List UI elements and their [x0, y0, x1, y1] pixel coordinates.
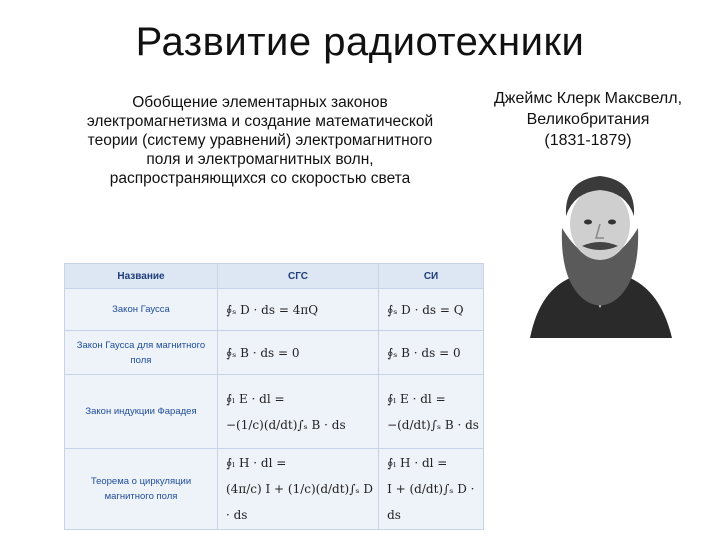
formula-si	[379, 331, 484, 375]
formula-line: ∮ₛ D · ds = Q	[387, 302, 464, 317]
table-row	[65, 289, 484, 331]
formula-cgs	[218, 289, 379, 331]
formula-line: −(d/dt)∫ₛ B · ds	[387, 417, 479, 432]
formula-line: ∮ₗ H · dl =	[387, 456, 448, 470]
table-header-row	[65, 264, 484, 289]
formula-line: ∮ₗ E · dl =	[226, 391, 285, 406]
table-row	[65, 375, 484, 449]
formula-line: (4π/c) I + (1/c)(d/dt)∫ₛ D · ds	[226, 482, 373, 522]
law-name: Закон Гаусса для магнитного поля	[65, 331, 218, 375]
formula-si	[379, 375, 484, 449]
maxwell-portrait	[520, 158, 680, 338]
formula-line: −(1/c)(d/dt)∫ₛ B · ds	[226, 417, 346, 432]
header-cgs: СГС	[218, 264, 379, 289]
formula-line: ∮ₛ D · ds = 4πQ	[226, 302, 319, 317]
law-name: Закон индукции Фарадея	[65, 375, 218, 449]
slide-title: Развитие радиотехники	[135, 20, 585, 64]
formula-line: I + (d/dt)∫ₛ D · ds	[387, 482, 475, 522]
formula-line: ∮ₛ B · ds = 0	[387, 345, 461, 360]
formula-si	[379, 449, 484, 530]
formula-cgs	[218, 375, 379, 449]
maxwell-bio	[468, 88, 708, 151]
header-si: СИ	[379, 264, 484, 289]
formula-line: ∮ₗ H · dl =	[226, 456, 287, 470]
bio-country: Великобритания	[526, 111, 650, 128]
formula-si	[379, 289, 484, 331]
maxwell-equations-table	[64, 263, 484, 530]
formula-cgs	[218, 331, 379, 375]
bio-years: (1831-1879)	[544, 132, 632, 149]
formula-line: ∮ₗ E · dl =	[387, 391, 446, 406]
law-name: Закон Гаусса	[65, 289, 218, 331]
header-name: Название	[65, 264, 218, 289]
table-row	[65, 449, 484, 530]
formula-cgs	[218, 449, 379, 530]
table-row	[65, 331, 484, 375]
bio-name: Джеймс Клерк Максвелл,	[493, 90, 683, 107]
formula-line: ∮ₛ B · ds = 0	[226, 345, 300, 360]
law-name: Теорема о циркуляции магнитного поля	[65, 449, 218, 530]
description-text: Обобщение элементарных законов электромагнетизма и создание математической теории (систему уравнений) электромагнитного поля и электромагнитных волн, распространяющихся со скоростью света	[86, 94, 434, 187]
